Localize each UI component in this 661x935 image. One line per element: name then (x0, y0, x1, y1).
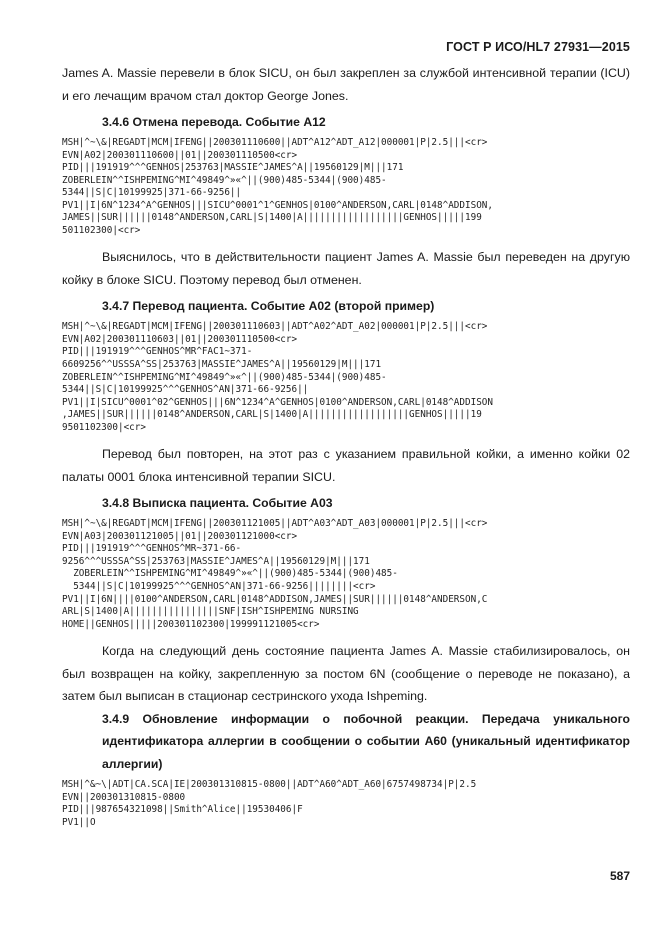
section-heading-3-4-7: 3.4.7 Перевод пациента. Событие A02 (второй пример) (102, 299, 435, 314)
page-number: 587 (609, 869, 630, 883)
section-heading-3-4-8: 3.4.8 Выписка пациента. Событие A03 (102, 496, 333, 511)
page-content (62, 62, 630, 829)
paragraph-after-a02: Перевод был повторен, на этот раз с указанием правильной койки, а именно койки 02 палаты 0001 блока интенсивной терапии SICU. (62, 447, 630, 484)
paragraph-after-a12: Выяснилось, что в действительности пациент James A. Massie был переведен на другую койку в блоке SICU. Поэтому перевод был отменен. (62, 250, 630, 287)
hl7-message-a60: MSH|^&~\|ADT|CA.SCA|IE|200301310815-0800||ADT^A60^ADT_A60|6757498734|P|2.5 EVN||200301310815-0800 PID|||987654321098||Smith^Alice||19530406|F PV1||O (62, 779, 477, 828)
paragraph-after-a03: Когда на следующий день состояние пациента James A. Massie стабилизировалось, он был возвращен на койку, закрепленную за постом 6N (сообщение о переводе не показано), а затем был выписан в стационар сестринского ухода Ishpeming. (62, 644, 630, 704)
hl7-message-a12: MSH|^~\&|REGADT|MCM|IFENG||200301110600||ADT^A12^ADT_A12|000001|P|2.5|||<cr> EVN|A02|200301110600||01||200301110500<cr> PID|||191919^^^GENHOS|253763|MASSIE^JAMES^A||19560129|M|||171 ZOBERLEIN^^ISHPEMING^MI^49849^»«^||(900)485-5344|(900)485- 5344||S|C|10199925|371-66-9256|| PV1||I|6N^1234^A^GENHOS|||SICU^0001^1^GENHOS|0100^ANDERSON,CARL|0148^ADDISON, JAMES||SUR||||||0148^ANDERSON,CARL|S|1400|A||||||||||||||||||GENHOS|||||199 501102300|<cr> (62, 137, 493, 236)
intro-paragraph: James A. Massie перевели в блок SICU, он был закреплен за службой интенсивной терапии (ICU) и его лечащим врачом стал доктор George Jones. (62, 66, 630, 103)
document-header: ГОСТ Р ИСО/HL7 27931—2015 (446, 40, 630, 54)
hl7-message-a02: MSH|^~\&|REGADT|MCM|IFENG||200301110603||ADT^A02^ADT_A02|000001|P|2.5|||<cr> EVN|A02|200301110603||01||200301110500<cr> PID|||191919^^^GENHOS^MR^FAC1~371- 6609256^^USSSA^SS|253763|MASSIE^JAMES^A||19560129|M|||171 ZOBERLEIN^^ISHPEMING^MI^49849^»«^||(900)485-5344|(900)485- 5344||S|C|10199925^^^GENHOS^AN|371-66-9256|| PV1||I|SICU^0001^02^GENHOS|||6N^1234^A^GENHOS|0100^ANDERSON,CARL|0148^ADDISON ,JAMES||SUR||||||0148^ANDERSON,CARL|S|1400|A||||||||||||||||||GENHOS|||||19 9501102300|<cr> (62, 321, 493, 433)
hl7-message-a03: MSH|^~\&|REGADT|MCM|IFENG||200301121005||ADT^A03^ADT_A03|000001|P|2.5|||<cr> EVN|A03|200301121005||01||200301121000<cr> PID|||191919^^^GENHOS^MR~371-66- 9256^^^USSSA^SS|253763|MASSIE^JAMES^A||19560129|M|||171 ZOBERLEIN^^ISHPEMING^MI^49849^»«^||(900)485-5344|(900)485- 5344||S|C|10199925^^^GENHOS^AN|371-66-9256||||||||<cr> PV1||I|6N||||0100^ANDERSON,CARL|0148^ADDISON,JAMES||SUR||||||0148^ANDERSON,C ARL|S|1400|A||||||||||||||||SNF|ISH^ISHPEMING NURSING HOME||GENHOS|||||200301102300|199991121005<cr> (62, 518, 488, 630)
section-heading-3-4-9: 3.4.9 Обновление информации о побочной реакции. Передача уникального идентификатора аллергии в сообщении о событии A60 (уникальный идентификатор аллергии) (102, 711, 630, 771)
section-heading-3-4-6: 3.4.6 Отмена перевода. Событие A12 (102, 115, 326, 129)
